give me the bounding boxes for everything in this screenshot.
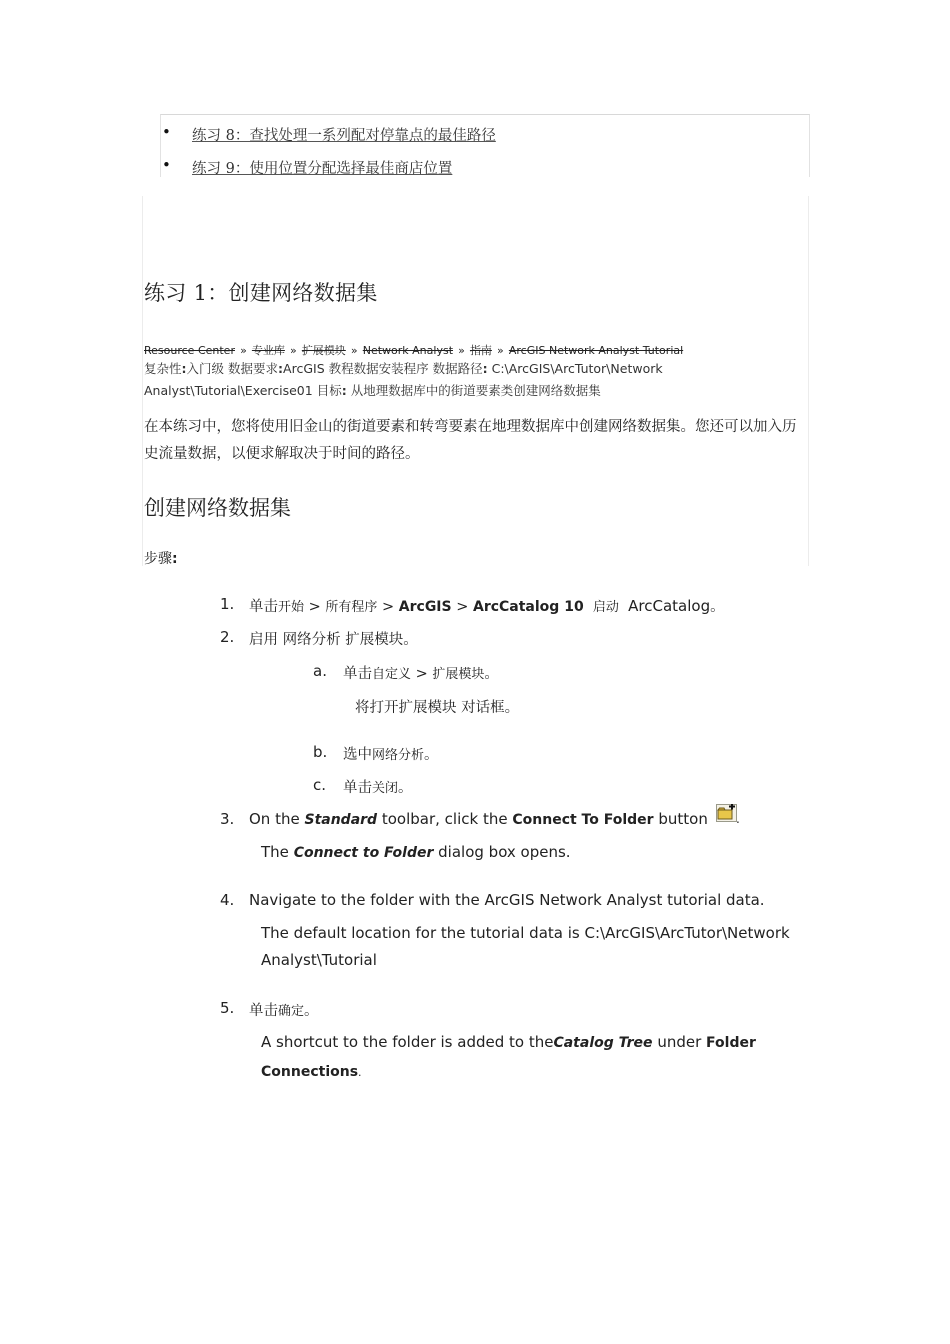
connect-to-folder-label: Connect To Folder [512, 812, 654, 828]
step5-end: 。 [304, 1003, 319, 1019]
step3-toolbar-text: toolbar, click the [381, 810, 508, 828]
step3-end: . [736, 812, 740, 826]
ok-button-label: 确定 [278, 1004, 305, 1019]
catalog-tree-label: Catalog Tree [553, 1035, 653, 1051]
breadcrumb-network-analyst[interactable]: Network Analyst [362, 344, 454, 357]
step-5 [249, 999, 319, 1020]
step2b-end: 。 [424, 747, 439, 763]
substep-letter: c. [313, 776, 327, 794]
breadcrumb-separator: » [458, 344, 465, 357]
step-number: 1. [220, 595, 235, 613]
steps-heading: 步骤: [144, 551, 178, 567]
exercise-9-link[interactable]: 练习 9：使用位置分配选择最佳商店位置 [192, 161, 453, 177]
step-5-note-cont [261, 1062, 362, 1080]
step5-note-end: . [358, 1066, 362, 1079]
step1-arrow: > [308, 599, 321, 615]
step-3-note [261, 843, 571, 861]
step1-click: 单击 [249, 599, 278, 615]
arccatalog-name: ArcCatalog [628, 597, 711, 615]
breadcrumb [144, 339, 683, 358]
substep-letter: b. [313, 743, 328, 761]
intro-paragraph: 在本练习中，您将使用旧金山的街道要素和转弯要素在地理数据库中创建网络数据集。您还可以加入历史流量数据，以便求解取决于时间的路径。 [144, 419, 797, 462]
substep-letter: a. [313, 662, 327, 680]
step3-note-the: The [261, 843, 289, 861]
start-menu-label: 开始 [278, 600, 305, 615]
breadcrumb-extensions[interactable]: 扩展模块 [301, 344, 346, 357]
step-2c [343, 776, 413, 797]
arcgis-label: ArcGIS [398, 599, 452, 615]
goal-value: 从地理数据库中的街道要素类创建网络数据集 [350, 383, 601, 398]
data-path-value: C:\ArcGIS\ArcTutor\Network [491, 361, 663, 376]
step3-note-rest: dialog box opens. [438, 843, 571, 861]
breadcrumb-tutorial[interactable]: ArcGIS Network Analyst Tutorial [508, 344, 684, 357]
step2a-click: 单击 [343, 666, 372, 682]
network-analyst-checkbox-label: 网络分析 [372, 748, 425, 763]
step-1 [249, 595, 725, 616]
step-number: 4. [220, 891, 235, 909]
step5-note-text: A shortcut to the folder is added to the [261, 1033, 554, 1051]
step1-arrow: > [456, 599, 469, 615]
step-2a-note: 将打开扩展模块 对话框。 [355, 700, 520, 716]
exercise-title: 练习 1：创建网络数据集 [144, 281, 378, 305]
step2a-end: 。 [484, 666, 499, 682]
data-req-value: ArcGIS 教程数据安装程序 [283, 361, 429, 376]
step-2: 启用 网络分析 扩展模块。 [249, 632, 418, 648]
exercise-8-link[interactable]: 练习 8：查找处理一系列配对停靠点的最佳路径 [192, 128, 496, 144]
step3-on-the: On the [249, 810, 300, 828]
extensions-menu-label: 扩展模块 [432, 667, 485, 682]
data-path-value-cont: Analyst\Tutorial\Exercise01 [144, 383, 313, 398]
step-4-note-cont: Analyst\Tutorial [261, 951, 377, 969]
close-button-label: 关闭 [372, 781, 399, 796]
arccatalog10-label: ArcCatalog 10 [472, 599, 584, 615]
step5-click: 单击 [249, 1003, 278, 1019]
connect-to-folder-dialog-label: Connect to Folder [293, 845, 434, 861]
step1-end: 。 [710, 599, 725, 615]
step-number: 2. [220, 628, 235, 646]
data-path-label: 数据路径 [432, 361, 483, 376]
step-number: 3. [220, 810, 235, 828]
folder-connections-label: Folder [706, 1035, 756, 1051]
breadcrumb-separator: » [497, 344, 504, 357]
step2b-select: 选中 [343, 747, 372, 763]
goal-label: 目标 [316, 383, 342, 398]
data-req-label: 数据要求 [228, 361, 279, 376]
breadcrumb-separator: » [240, 344, 247, 357]
folder-connections-label-cont: Connections [261, 1064, 359, 1080]
customize-menu-label: 自定义 [372, 667, 412, 682]
exercise-meta-line2: Analyst\Tutorial\Exercise01 目标: 从地理数据库中的街道要素类创建网络数据集 [144, 383, 601, 398]
step2c-end: 。 [398, 780, 413, 796]
step1-launch: 启动 [592, 600, 619, 615]
breadcrumb-separator: » [289, 344, 297, 357]
exercise-meta: 复杂性:入门级 数据要求:ArcGIS 教程数据安装程序 数据路径: C:\ArcGIS\ArcTutor\Network [144, 361, 663, 376]
step-4-note: The default location for the tutorial data is C:\ArcGIS\ArcTutor\Network [261, 924, 790, 942]
step2a-arrow: > [415, 666, 428, 682]
content-frame-right [808, 196, 809, 566]
bullet-dot: • [162, 156, 171, 174]
step1-arrow: > [382, 599, 395, 615]
breadcrumb-library[interactable]: 专业库 [251, 344, 285, 357]
section-title: 创建网络数据集 [144, 496, 291, 520]
step2c-click: 单击 [343, 780, 372, 796]
breadcrumb-resource-center[interactable]: Resource Center [144, 344, 235, 357]
bullet-dot: • [162, 123, 171, 141]
step-2b [343, 743, 439, 764]
step5-note-under: under [657, 1033, 702, 1051]
standard-toolbar-label: Standard [304, 812, 378, 828]
all-programs-label: 所有程序 [325, 600, 378, 615]
complexity-label: 复杂性 [144, 361, 182, 376]
step-3 [249, 810, 708, 828]
complexity-value: 入门级 [186, 361, 225, 376]
steps-label: 步骤 [144, 551, 172, 567]
content-frame-left [142, 196, 143, 566]
step3-button-text: button [658, 810, 708, 828]
step-4: Navigate to the folder with the ArcGIS Network Analyst tutorial data. [249, 891, 765, 909]
connect-to-folder-icon [716, 804, 737, 822]
breadcrumb-separator: » [350, 344, 358, 357]
step-5-note [261, 1033, 756, 1051]
step-number: 5. [220, 999, 235, 1017]
breadcrumb-guide[interactable]: 指南 [469, 344, 492, 357]
step-2a [343, 662, 499, 683]
